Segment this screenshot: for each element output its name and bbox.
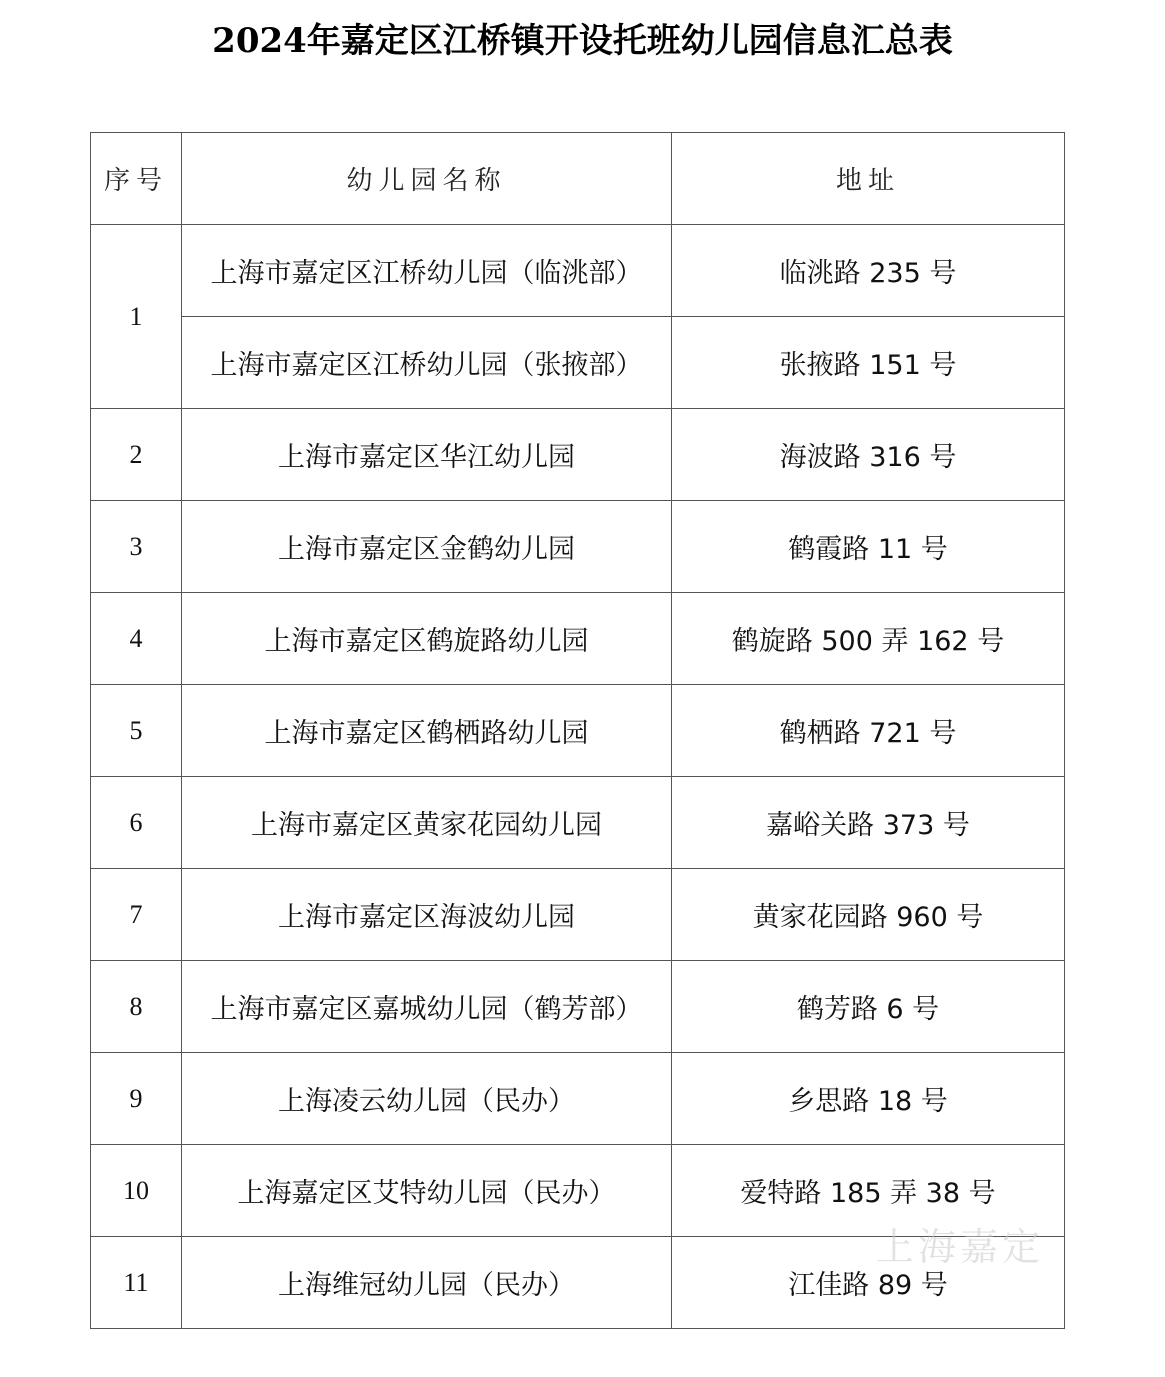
kindergarten-address: 海波路 316 号 bbox=[672, 409, 1065, 501]
kindergarten-name: 上海市嘉定区江桥幼儿园（临洮部） bbox=[182, 225, 672, 317]
row-seq: 10 bbox=[91, 1145, 182, 1237]
row-seq: 11 bbox=[91, 1237, 182, 1329]
table-row bbox=[91, 317, 1065, 409]
header-name: 幼儿园名称 bbox=[182, 133, 672, 225]
kindergarten-name: 上海凌云幼儿园（民办） bbox=[182, 1053, 672, 1145]
row-seq: 3 bbox=[91, 501, 182, 593]
kindergarten-address: 爱特路 185 弄 38 号 bbox=[672, 1145, 1065, 1237]
table-row bbox=[91, 409, 1065, 501]
page-title: 2024年嘉定区江桥镇开设托班幼儿园信息汇总表 bbox=[212, 21, 953, 61]
kindergarten-table bbox=[90, 132, 1065, 1329]
table-row bbox=[91, 1237, 1065, 1329]
kindergarten-address: 张掖路 151 号 bbox=[672, 317, 1065, 409]
row-seq: 2 bbox=[91, 409, 182, 501]
kindergarten-name: 上海嘉定区艾特幼儿园（民办） bbox=[182, 1145, 672, 1237]
table-row bbox=[91, 593, 1065, 685]
row-seq: 8 bbox=[91, 961, 182, 1053]
kindergarten-address: 鹤霞路 11 号 bbox=[672, 501, 1065, 593]
kindergarten-name: 上海市嘉定区嘉城幼儿园（鹤芳部） bbox=[182, 961, 672, 1053]
table-row bbox=[91, 501, 1065, 593]
header-address: 地址 bbox=[672, 133, 1065, 225]
row-seq: 6 bbox=[91, 777, 182, 869]
kindergarten-name: 上海市嘉定区江桥幼儿园（张掖部） bbox=[182, 317, 672, 409]
kindergarten-address: 鹤芳路 6 号 bbox=[672, 961, 1065, 1053]
table-row bbox=[91, 1145, 1065, 1237]
kindergarten-address: 鹤旋路 500 弄 162 号 bbox=[672, 593, 1065, 685]
table-row bbox=[91, 961, 1065, 1053]
table-row bbox=[91, 1053, 1065, 1145]
table-header-row bbox=[91, 133, 1065, 225]
row-seq: 5 bbox=[91, 685, 182, 777]
kindergarten-name: 上海市嘉定区鹤旋路幼儿园 bbox=[182, 593, 672, 685]
kindergarten-address: 鹤栖路 721 号 bbox=[672, 685, 1065, 777]
kindergarten-address: 临洮路 235 号 bbox=[672, 225, 1065, 317]
kindergarten-address: 嘉峪关路 373 号 bbox=[672, 777, 1065, 869]
kindergarten-address: 黄家花园路 960 号 bbox=[672, 869, 1065, 961]
table-row bbox=[91, 225, 1065, 317]
table-row bbox=[91, 777, 1065, 869]
table-row bbox=[91, 869, 1065, 961]
row-seq: 7 bbox=[91, 869, 182, 961]
kindergarten-name: 上海市嘉定区华江幼儿园 bbox=[182, 409, 672, 501]
header-seq: 序号 bbox=[91, 133, 182, 225]
kindergarten-name: 上海市嘉定区海波幼儿园 bbox=[182, 869, 672, 961]
kindergarten-name: 上海市嘉定区金鹤幼儿园 bbox=[182, 501, 672, 593]
kindergarten-address: 江佳路 89 号 bbox=[672, 1237, 1065, 1329]
table-row bbox=[91, 685, 1065, 777]
kindergarten-name: 上海市嘉定区黄家花园幼儿园 bbox=[182, 777, 672, 869]
row-seq: 4 bbox=[91, 593, 182, 685]
row-seq: 9 bbox=[91, 1053, 182, 1145]
kindergarten-address: 乡思路 18 号 bbox=[672, 1053, 1065, 1145]
row-seq: 1 bbox=[91, 225, 182, 409]
watermark: 上海嘉定 bbox=[876, 1225, 1045, 1269]
kindergarten-name: 上海维冠幼儿园（民办） bbox=[182, 1237, 672, 1329]
kindergarten-name: 上海市嘉定区鹤栖路幼儿园 bbox=[182, 685, 672, 777]
